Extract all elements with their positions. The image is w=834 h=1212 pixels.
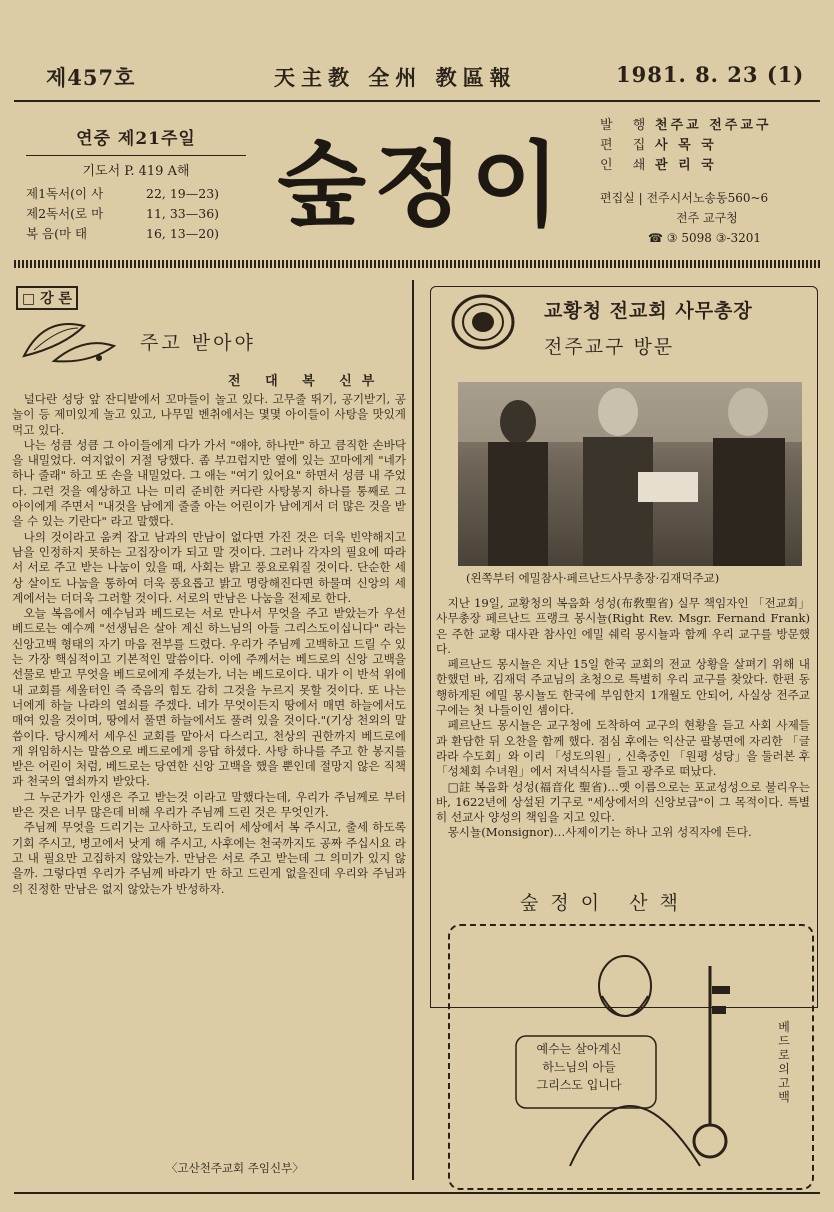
issue-date: 1981. 8. 23 (1): [616, 62, 805, 87]
news-headline: 교황청 전교회 사무총장: [544, 300, 753, 322]
publisher-row: 인 쇄 관 리 국: [600, 158, 717, 173]
editorial-tag: □ 강 론: [16, 286, 78, 310]
readings: [26, 155, 246, 244]
header-rule: [14, 100, 820, 102]
photo-caption: (왼쪽부터 에밀참사·페르난드사무총장·김재덕주교): [466, 571, 720, 585]
publisher-phone: ☎ ③ 5098 ③-3201: [648, 231, 762, 245]
paragraph: 그 누군가가 인생은 주고 받는것 이라고 말했다는데, 우리가 주님께로 부터 받은 것은 너무 많은데 비해 우리가 주님께 드린 것은 무엇인가.: [12, 789, 406, 820]
logo-icon: [448, 292, 518, 352]
paragraph: 지난 19일, 교황청의 복음화 성성(布敎聖省) 실무 책임자인 「전교회」사무총장 페르난드 프랭크 몽시뇰(Right Rev. Msgr. Fernand Frank)은 주한 교황 대사관 참사인 에밀 쉐릭 몽시뇰과 함께 우리 교구를 방문했다.: [436, 596, 810, 656]
paragraph: 나의 것이라고 움켜 잡고 남과의 만남이 없다면 가진 것은 더욱 빈약해지고 남을 인정하지 못하는 고집장이가 되고 말 것이다. 그러나 각자의 필요에 따라서 서로 주고 받는 나눔이 있을 때, 사회는 밝고 풍요로워질 것이다. 단순한 세상 살이도 나눔을 통하여 더욱 풍요롭고 밝고 명랑해진다면 하물며 신앙의 세계에서는 더더욱 그러할 것이다. 서로의 만남은 나눔을 전제로 한다.: [12, 529, 406, 605]
reading-row: 복 음(마 태 16, 13—20): [26, 226, 220, 241]
bottom-rule: [14, 1192, 820, 1194]
prayer-book-ref: 기도서 P. 419 A해: [82, 164, 190, 179]
news-body: [436, 596, 810, 841]
publisher-box: [600, 116, 820, 256]
paragraph: 널다란 성당 앞 잔디밭에서 꼬마들이 놀고 있다. 고무줄 뛰기, 공기받기, 공놀이 등 제미있게 놀고 있고, 나무밑 벤취에서는 몇몇 아이들이 사탕을 맛있게 먹고 있다.: [12, 392, 406, 437]
leaf-illustration: [14, 306, 124, 370]
issue-number: 제457호: [46, 65, 136, 90]
sunday-title: 연중 제21주일: [76, 129, 196, 149]
paragraph: 오늘 복음에서 예수님과 베드로는 서로 만나서 무엇을 주고 받았는가 우선 베드로는 예수께 "선생님은 살아 계신 하느님의 아들 그리스도이십니다" 라는 신앙고백 형태의 자기 마음 전부를 드렸다. 우리가 주님께 고백하고 드릴 수 있는 가장 핵심적이고 기본적인 말씀이다. 이에 주께서는 베드로의 신앙 고백을 선물로 받고 무엇을 베드로에게 주셨는가, 너는 베드로이다. 내가 이 반석 위에 내 교회를 세울터인 즉 죽음의 힘도 감히 그것을 누르지 못할 것이다. 또 나는 너에게 하늘 나라의 열쇠를 주겠다. 네가 무엇이든지 땅에서 매면 하늘에서도 매여 있을 것이며, 땅에서 풀면 하늘에서도 풀려 있을 것이다."(기상 천외의 말씀이다. 당시께서 세우신 교회를 맡아서 다스리고, 천상의 권한까지 베드로에게 위임하시는 말씀으로 베드로에게 응답 하셨다. 사탕 하나를 주고 한 봉지를 받은 어린이 처럼, 베드로는 당연한 신앙 고백을 했을 뿐인데 절망지 않은 직책과 천국의 열쇠까지 받았다.: [12, 606, 406, 789]
editorial-title: 주고 받아야: [140, 332, 256, 354]
news-photo: [458, 382, 802, 566]
speech-bubble: 예수는 살아계신 하느님의 아들 그리스도 입니다: [536, 1042, 622, 1092]
paragraph: 주님께 무엇을 드리기는 고사하고, 도리어 세상에서 복 주시고, 출세 하도록 기회 주시고, 병고에서 낫게 해 주시고, 사후에는 천국까지도 공짜 주십시요 라고 내 필요만 고집하지 않았는가. 만남은 서로 주고 받는데 그 의미가 있지 않을까. 그렇다면 우리가 주님께 바라기 만 하고 드린게 없을진데 우리와 주님과의 진정한 만남은 없지 않았는가 반성하자.: [12, 820, 406, 896]
publisher-row: 편 집 사 목 국: [600, 138, 717, 153]
column-divider: [412, 280, 414, 1180]
liturgy-box: [16, 112, 256, 252]
paper-name: 天主教 全州 教區報: [274, 65, 517, 90]
cartoon-title: 숲정이 산책: [520, 892, 690, 914]
editorial-body: [12, 392, 406, 897]
paragraph: 나는 성큼 성큼 그 아이들에게 다가 가서 "얘야, 하나만" 하고 큼직한 손바닥을 내밀었다. 여지없이 거절 당했다. 좀 부끄럽지만 옆에 있는 꼬마에게 "네가 하나 줄래" 하고 또 손을 내밀었다. 그 애는 "여기 있어요" 하면서 성큼 내 주었다. 그런 것을 예상하고 나는 미리 준비한 커다란 사탕봉지 하나를 통째로 그 아이에게 주면서 "내것을 남에게 줄줄 아는 어린이가 남에게서 더 많은 것을 받을 수 있는 기란다" 라고 말했다.: [12, 437, 406, 529]
cartoon-side-caption: 베드로의 고백: [778, 1020, 790, 1104]
masthead: [265, 118, 580, 253]
paragraph: 페르난드 몽시뇰은 교구청에 도착하여 교구의 현황을 듣고 사회 사제들과 환담한 뒤 오찬을 함께 했다. 점심 후에는 익산군 팔봉면에 자리한 「글라라 수도회」와 이리 「성도의원」, 신축중인 「원평 성당」을 둘러본 후 「성체회 수녀원」에서 저녁식사를 들고 광주로 떠났다.: [436, 718, 810, 779]
paragraph: 페르난드 몽시뇰은 지난 15일 한국 교회의 전교 상황을 살펴기 위해 내한했던 바, 김재덕 주교님의 초청으로 특별히 우리 교구를 찾았다. 한편 동행하게된 에밀 몽시뇰도 한국에 부임한지 1개월도 안되어, 사실상 전주교구에는 첫 나들이인 셈이다.: [436, 657, 810, 718]
editorial-byline: 〈고산천주교회 주임신부〉: [166, 1161, 304, 1175]
paragraph: □註 복음화 성성(福音化 聖省)…옛 이름으로는 포교성성으로 불리우는 바, 1622년에 상설된 기구로 "세상에서의 신앙보급"이 그 목적이다. 특별히 선교사 양성의 책임을 지고 있다.: [436, 779, 810, 825]
photo-figures: [458, 382, 802, 566]
reading-row: 제2독서(로 마 11, 33—36): [26, 206, 220, 221]
editorial-author: 전 대 복 신부: [228, 374, 385, 389]
section-divider: [14, 260, 820, 268]
masthead-title: 숲정이: [277, 132, 568, 239]
publisher-address: 편집실 | 전주시서노송동560~6 전주 교구청 ☎ ③ 5098 ③-3201: [600, 188, 820, 248]
publisher-row: 발 행 천주교 전주교구: [600, 118, 772, 133]
reading-row: 제1독서(이 사 22, 19—23): [26, 186, 220, 201]
paragraph: 몽시뇰(Monsignor)…사제이기는 하나 고위 성직자에 든다.: [447, 825, 752, 840]
news-subheadline: 전주교구 방문: [544, 336, 675, 358]
